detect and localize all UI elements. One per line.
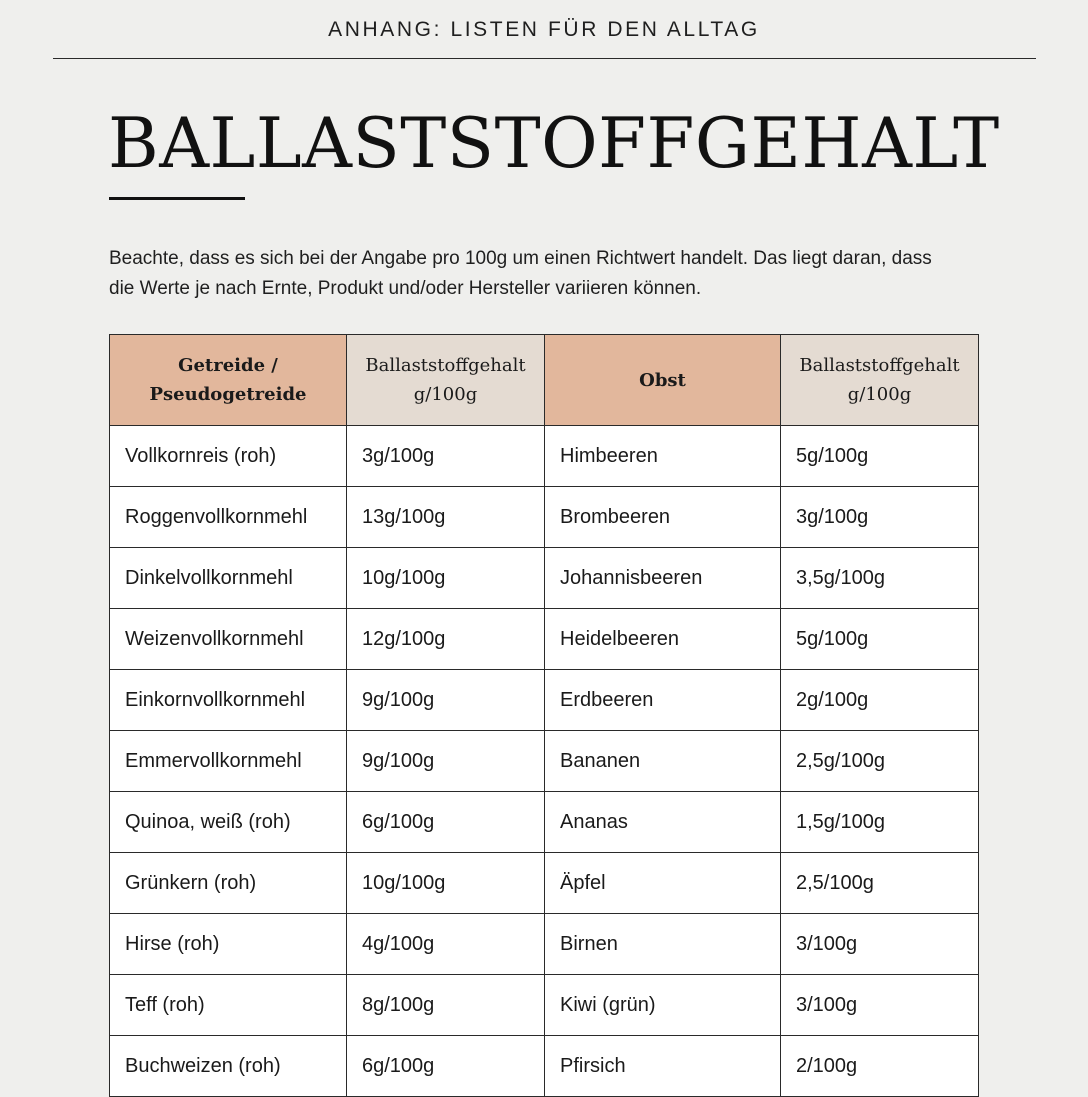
header-grain-fiber-line2: g/100g (413, 384, 478, 405)
fruit-fiber-cell: 2g/100g (781, 670, 979, 731)
fruit-fiber-cell: 2,5g/100g (781, 731, 979, 792)
table-row (110, 548, 979, 609)
grain-fiber-cell: 10g/100g (347, 548, 545, 609)
header-fruit-label: Obst (639, 369, 686, 391)
fruit-fiber-cell: 3/100g (781, 914, 979, 975)
table-row (110, 975, 979, 1036)
grain-fiber-cell: 9g/100g (347, 731, 545, 792)
fruit-fiber-cell: 2/100g (781, 1036, 979, 1097)
table-row (110, 670, 979, 731)
header-grain-line2: Pseudogetreide (149, 384, 307, 405)
fruit-name-cell: Kiwi (grün) (545, 975, 781, 1036)
table-row (110, 914, 979, 975)
grain-fiber-cell: 6g/100g (347, 1036, 545, 1097)
table-row (110, 853, 979, 914)
grain-fiber-cell: 6g/100g (347, 792, 545, 853)
fruit-fiber-cell: 3,5g/100g (781, 548, 979, 609)
fruit-name-cell: Bananen (545, 731, 781, 792)
header-fruit-fiber-line1: Ballaststoffgehalt (799, 355, 960, 376)
grain-fiber-cell: 8g/100g (347, 975, 545, 1036)
header-fruit-fiber (781, 335, 979, 426)
table-row (110, 792, 979, 853)
table-row (110, 487, 979, 548)
fruit-fiber-cell: 1,5g/100g (781, 792, 979, 853)
table-row (110, 426, 979, 487)
table-row (110, 609, 979, 670)
fruit-name-cell: Heidelbeeren (545, 609, 781, 670)
fruit-fiber-cell: 3/100g (781, 975, 979, 1036)
fruit-fiber-cell: 2,5/100g (781, 853, 979, 914)
grain-name-cell: Hirse (roh) (110, 914, 347, 975)
fruit-name-cell: Himbeeren (545, 426, 781, 487)
grain-name-cell: Emmervollkornmehl (110, 731, 347, 792)
grain-fiber-cell: 13g/100g (347, 487, 545, 548)
table-header-row (110, 335, 979, 426)
grain-name-cell: Vollkornreis (roh) (110, 426, 347, 487)
header-grain (110, 335, 347, 426)
fruit-fiber-cell: 3g/100g (781, 487, 979, 548)
grain-name-cell: Grünkern (roh) (110, 853, 347, 914)
table-row (110, 1036, 979, 1097)
grain-fiber-cell: 3g/100g (347, 426, 545, 487)
fruit-name-cell: Äpfel (545, 853, 781, 914)
grain-fiber-cell: 4g/100g (347, 914, 545, 975)
header-grain-fiber (347, 335, 545, 426)
intro-text: Beachte, dass es sich bei der Angabe pro 100g um einen Richtwert handelt. Das liegt daran, dass die Werte je nach Ernte, Produkt und/oder Hersteller variieren können. (109, 248, 932, 299)
header-grain-fiber-line1: Ballaststoffgehalt (365, 355, 526, 376)
header-grain-line1: Getreide / (178, 355, 278, 376)
fruit-fiber-cell: 5g/100g (781, 609, 979, 670)
grain-name-cell: Einkornvollkornmehl (110, 670, 347, 731)
grain-name-cell: Buchweizen (roh) (110, 1036, 347, 1097)
table-row (110, 731, 979, 792)
header-divider (53, 58, 1036, 59)
header-fruit (545, 335, 781, 426)
fruit-name-cell: Brombeeren (545, 487, 781, 548)
fruit-name-cell: Birnen (545, 914, 781, 975)
grain-fiber-cell: 12g/100g (347, 609, 545, 670)
grain-fiber-cell: 9g/100g (347, 670, 545, 731)
fiber-table (109, 334, 979, 1097)
fruit-name-cell: Pfirsich (545, 1036, 781, 1097)
grain-name-cell: Teff (roh) (110, 975, 347, 1036)
fruit-name-cell: Ananas (545, 792, 781, 853)
fruit-fiber-cell: 5g/100g (781, 426, 979, 487)
page-title: BALLASTSTOFFGEHALT (108, 104, 1000, 184)
grain-name-cell: Roggenvollkornmehl (110, 487, 347, 548)
grain-fiber-cell: 10g/100g (347, 853, 545, 914)
title-underline (109, 197, 245, 200)
grain-name-cell: Weizenvollkornmehl (110, 609, 347, 670)
fruit-name-cell: Erdbeeren (545, 670, 781, 731)
grain-name-cell: Dinkelvollkornmehl (110, 548, 347, 609)
fruit-name-cell: Johannisbeeren (545, 548, 781, 609)
grain-name-cell: Quinoa, weiß (roh) (110, 792, 347, 853)
page-header: ANHANG: LISTEN FÜR DEN ALLTAG (328, 18, 760, 41)
header-fruit-fiber-line2: g/100g (847, 384, 912, 405)
